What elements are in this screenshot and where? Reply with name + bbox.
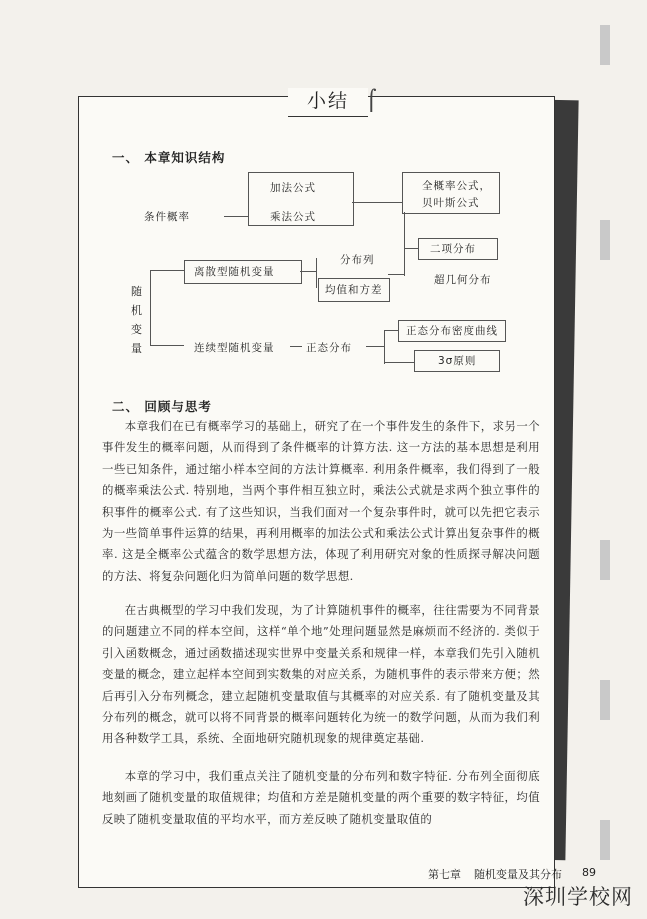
- paragraph: [102, 600, 540, 750]
- paragraph-text: 本章我们在已有概率学习的基础上，研究了在一个事件发生的条件下，求另一个事件发生的概率问题，从而得到了条件概率的计算方法. 这一方法的基本思想是利用一些已知条件，通过缩小样本空间的方法计算概率. 利用条件概率，我们得到了一般的概率乘法公式. 特别地，当两个事件相互独立时，乘法公式就是求两个独立事件的积事件的概率公式. 有了这些知识，当我们面对一个复杂事件时，就可以先把它表示为一些简单事件运算的结果，再利用概率的加法公式和乘法公式计算出复杂事件的概率. 这是全概率公式蕴含的数学思想方法，体现了利用研究对象的性质探寻解决问题的方法、将复杂问题化归为简单问题的数学思想.: [102, 419, 540, 583]
- footer-chapter: 第七章: [428, 868, 461, 881]
- section-heading-knowledge-structure: 一、 本章知识结构: [112, 150, 226, 165]
- connector: [384, 330, 385, 364]
- connector: [316, 258, 317, 288]
- node-continuous-random-variable: 连续型随机变量: [194, 342, 275, 354]
- title-underline: [288, 116, 368, 117]
- node-three-sigma: 3σ原则: [438, 355, 477, 367]
- paragraph: [102, 416, 540, 587]
- connector: [366, 346, 384, 347]
- node-hypergeometric: 超几何分布: [434, 274, 492, 286]
- connector: [300, 271, 316, 272]
- connector: [150, 270, 151, 346]
- footer-chapter-title: 随机变量及其分布: [474, 868, 562, 881]
- connector: [150, 270, 184, 271]
- node-normal-distribution: 正态分布: [306, 342, 352, 354]
- connector: [404, 248, 418, 249]
- node-conditional-probability: 条件概率: [144, 211, 190, 223]
- node-binomial: 二项分布: [430, 243, 476, 255]
- connector: [352, 202, 402, 203]
- footer-page-number: 89: [582, 866, 596, 879]
- paragraph: [102, 766, 540, 830]
- scan-artifact: [600, 540, 610, 580]
- node-random-variable: 随机变量: [131, 285, 142, 355]
- title-ornament-icon: ⌠: [366, 88, 377, 112]
- scan-artifact: [600, 220, 610, 260]
- scan-artifact: [600, 820, 610, 860]
- node-normal-density-curve: 正态分布密度曲线: [406, 325, 498, 337]
- scan-artifact: [600, 680, 610, 720]
- scan-artifact: [600, 25, 610, 65]
- node-mean-variance: 均值和方差: [325, 284, 383, 296]
- node-total-probability-line1: 全概率公式，: [422, 180, 491, 192]
- connector: [290, 346, 302, 347]
- paragraph-text: 本章的学习中，我们重点关注了随机变量的分布列和数字特征. 分布列全面彻底地刻画了随机变量的取值规律；均值和方差是随机变量的两个重要的数字特征，均值反映了随机变量取值的平均水平，而方差反映了随机变量取值的: [102, 769, 540, 826]
- connector: [150, 345, 184, 346]
- node-discrete-random-variable: 离散型随机变量: [194, 266, 275, 278]
- node-multiplication-formula: 乘法公式: [270, 211, 316, 223]
- section-heading-review: 二、 回顾与思考: [112, 399, 212, 414]
- connector: [388, 274, 404, 275]
- node-distribution: 分布列: [340, 254, 375, 266]
- connector: [384, 330, 398, 331]
- node-addition-formula: 加法公式: [270, 182, 316, 194]
- node-total-probability-line2: 贝叶斯公式: [422, 197, 480, 209]
- connector: [384, 362, 414, 363]
- paragraph-text: 在古典概型的学习中我们发现，为了计算随机事件的概率，往往需要为不同背景的问题建立不同的样本空间，这样“单个地”处理问题显然是麻烦而不经济的. 类似于引入函数概念，通过函数描述现实世界中变量关系和规律一样，本章我们先引入随机变量的概念，建立起样本空间到实数集的对应关系，为随机事件的表示带来方便；然后再引入分布列概念，建立起随机变量取值与其概率的对应关系. 有了随机变量及其分布列的概念，就可以将不同背景的概率问题转化为统一的数学问题，从而为我们利用各种数学工具，系统、全面地研究随机现象的规律奠定基础.: [102, 603, 540, 746]
- page-title: [288, 88, 368, 114]
- connector: [224, 216, 248, 217]
- page-title-text: 小结: [306, 90, 349, 112]
- connector: [404, 212, 405, 276]
- watermark-text: 深圳学校网: [523, 885, 633, 909]
